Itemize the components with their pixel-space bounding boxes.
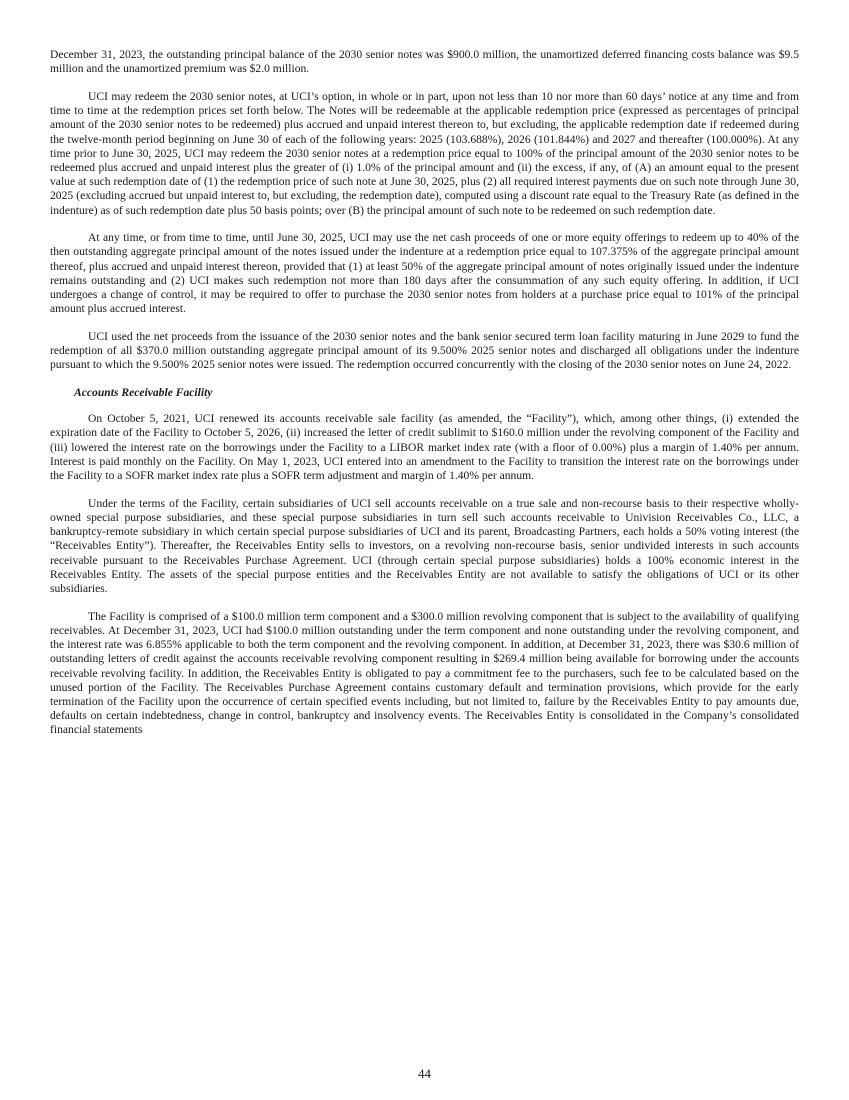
paragraph-facility-terms: Under the terms of the Facility, certain subsidiaries of UCI sell accounts receivable on a true sale and non-recourse basis to their respective wholly-owned special purpose subsidiaries, and these special purpose subsidiaries in turn sell such accounts receivable to Univision Receivables Co., LLC, a bankruptcy-remote subsidiary in which certain special purpose subsidiaries of UCI and its parent, Broadcasting Partners, each holds a 50% voting interest (the “Receivables Entity”). Thereafter, the Receivables Entity sells to investors, on a revolving non-recourse basis, senior undivided interests in such accounts receivable pursuant to the Receivables Purchase Agreement. UCI (through certain special purpose subsidiaries) holds a 100% economic interest in the Receivables Entity. The assets of the special purpose entities and the Receivables Entity are not available to satisfy the obligations of UCI or its other subsidiaries. [50, 496, 799, 595]
paragraph-continuation: December 31, 2023, the outstanding principal balance of the 2030 senior notes was $900.0 million, the unamortized deferred financing costs balance was $9.5 million and the unamortized premium was $2.0 million. [50, 48, 799, 76]
paragraph-redemption-prices: UCI may redeem the 2030 senior notes, at UCI’s option, in whole or in part, upon not less than 10 nor more than 60 days’ notice at any time and from time to time at the redemption prices set forth below. The Notes will be redeemable at the applicable redemption price (expressed as percentages of principal amount of the 2030 senior notes to be redeemed) plus accrued and unpaid interest thereon to, but excluding, the applicable redemption date if redeemed during the twelve-month period beginning on June 30 of each of the following years: 2025 (103.688%), 2026 (101.844%) and 2027 and thereafter (100.000%). At any time prior to June 30, 2025, UCI may redeem the 2030 senior notes at a redemption price equal to 100% of the principal amount of the 2030 senior notes to be redeemed plus accrued and unpaid interest plus the greater of (i) 1.0% of the principal amount and (ii) the excess, if any, of (A) an amount equal to the present value at such redemption date of (1) the redemption price of such note at June 30, 2025, plus (2) all required interest payments due on such note through June 30, 2025 (excluding accrued but unpaid interest to, but excluding, the redemption date), computed using a discount rate equal to the Treasury Rate (as defined in the indenture) as of such redemption date plus 50 basis points; over (B) the principal amount of such note to be redeemed on such redemption date. [50, 89, 799, 217]
section-heading: Accounts Receivable Facility [74, 386, 213, 400]
paragraph-equity-offerings: At any time, or from time to time, until June 30, 2025, UCI may use the net cash proceeds of one or more equity offerings to redeem up to 40% of the then outstanding aggregate principal amount of the notes issued under the indenture at a redemption price equal to 107.375% of the aggregate principal amount thereof, plus accrued and unpaid interest thereon, provided that (1) at least 50% of the aggregate principal amount of notes originally issued under the indenture remains outstanding and (2) UCI makes such redemption not more than 180 days after the consummation of any such equity offering. In addition, if UCI undergoes a change of control, it may be required to offer to purchase the 2030 senior notes from holders at a purchase price equal to 101% of the principal amount plus accrued interest. [50, 231, 799, 316]
document-page [50, 48, 799, 751]
paragraph-facility-renewal: On October 5, 2021, UCI renewed its accounts receivable sale facility (as amended, the “Facility”), which, among other things, (i) extended the expiration date of the Facility to October 5, 2026, (ii) increased the letter of credit sublimit to $160.0 million under the revolving component of the Facility and (iii) lowered the interest rate on the borrowings under the Facility to a LIBOR market index rate (with a floor of 0.00%) plus a margin of 1.40% per annum. Interest is paid monthly on the Facility. On May 1, 2023, UCI entered into an amendment to the Facility to transition the interest rate on the borrowings under the Facility to a SOFR market index rate plus a SOFR term adjustment and margin of 1.40% per annum. [50, 412, 799, 483]
page-number: 44 [418, 1066, 431, 1081]
paragraph-facility-components: The Facility is comprised of a $100.0 million term component and a $300.0 million revolving component that is subject to the availability of qualifying receivables. At December 31, 2023, UCI had $100.0 million outstanding under the term component and none outstanding under the revolving component, and the interest rate was 6.855% applicable to both the term component and the revolving component. In addition, at December 31, 2023, there was $30.6 million of outstanding letters of credit against the accounts receivable revolving component resulting in $269.4 million being available for borrowing under the accounts receivable revolving facility. In addition, the Receivables Entity is obligated to pay a commitment fee to the purchasers, such fee to be calculated based on the unused portion of the Facility. The Receivables Purchase Agreement contains customary default and termination provisions, which provide for the early termination of the Facility upon the occurrence of certain specified events including, but not limited to, failure by the Receivables Entity to pay amounts due, defaults on certain indebtedness, change in control, bankruptcy and insolvency events. The Receivables Entity is consolidated in the Company’s consolidated financial statements [50, 609, 799, 737]
paragraph-use-of-proceeds: UCI used the net proceeds from the issuance of the 2030 senior notes and the bank senior secured term loan facility maturing in June 2029 to fund the redemption of all $370.0 million outstanding aggregate principal amount of its 9.500% 2025 senior notes and discharged all obligations under the indenture pursuant to which the 9.500% 2025 senior notes were issued. The redemption occurred concurrently with the closing of the 2030 senior notes on June 24, 2022. [50, 329, 799, 372]
